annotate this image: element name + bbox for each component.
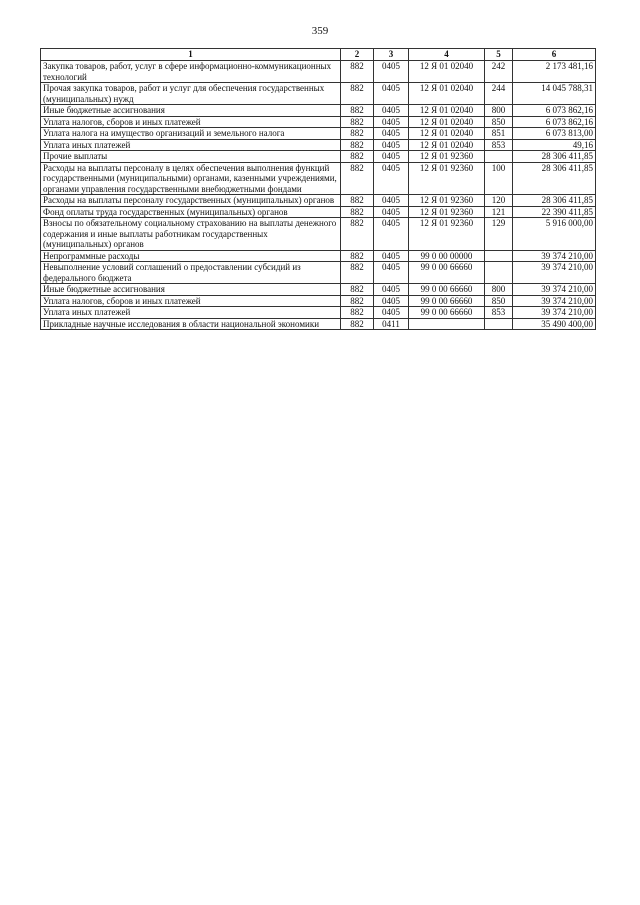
table-row — [41, 262, 596, 284]
row-admin-code: 882 — [341, 116, 374, 128]
row-section: 0405 — [374, 162, 409, 195]
row-article: 12 Я 01 92360 — [409, 206, 485, 218]
row-article: 12 Я 01 02040 — [409, 105, 485, 117]
row-expense-type — [485, 151, 513, 163]
table-row — [41, 61, 596, 83]
header-col-1: 1 — [41, 49, 341, 61]
row-name: Фонд оплаты труда государственных (муниципальных) органов — [41, 206, 341, 218]
row-amount: 6 073 862,16 — [513, 116, 596, 128]
row-article: 99 0 00 66660 — [409, 295, 485, 307]
row-expense-type — [485, 318, 513, 330]
row-article: 12 Я 01 02040 — [409, 116, 485, 128]
table-header-row — [41, 49, 596, 61]
table-body — [41, 61, 596, 330]
header-col-2: 2 — [341, 49, 374, 61]
table-row — [41, 307, 596, 319]
table-row — [41, 284, 596, 296]
row-name: Прочая закупка товаров, работ и услуг для обеспечения государственных (муниципальных) нужд — [41, 83, 341, 105]
header-col-5: 5 — [485, 49, 513, 61]
row-admin-code: 882 — [341, 307, 374, 319]
row-article: 12 Я 01 92360 — [409, 151, 485, 163]
row-expense-type: 242 — [485, 61, 513, 83]
row-name: Иные бюджетные ассигнования — [41, 284, 341, 296]
row-amount: 28 306 411,85 — [513, 162, 596, 195]
row-section: 0405 — [374, 218, 409, 251]
table-row — [41, 250, 596, 262]
row-article: 99 0 00 66660 — [409, 284, 485, 296]
row-expense-type: 129 — [485, 218, 513, 251]
row-name: Закупка товаров, работ, услуг в сфере информационно-коммуникационных технологий — [41, 61, 341, 83]
row-section: 0405 — [374, 151, 409, 163]
row-section: 0405 — [374, 206, 409, 218]
row-amount: 22 390 411,85 — [513, 206, 596, 218]
row-article: 12 Я 01 02040 — [409, 61, 485, 83]
row-name: Уплата налогов, сборов и иных платежей — [41, 295, 341, 307]
row-article: 12 Я 01 92360 — [409, 195, 485, 207]
row-admin-code: 882 — [341, 250, 374, 262]
row-article — [409, 318, 485, 330]
row-amount: 39 374 210,00 — [513, 295, 596, 307]
row-section: 0405 — [374, 105, 409, 117]
row-admin-code: 882 — [341, 218, 374, 251]
row-section: 0405 — [374, 307, 409, 319]
row-expense-type: 800 — [485, 284, 513, 296]
table-row — [41, 162, 596, 195]
row-admin-code: 882 — [341, 83, 374, 105]
row-expense-type: 100 — [485, 162, 513, 195]
row-admin-code: 882 — [341, 318, 374, 330]
row-expense-type — [485, 262, 513, 284]
table-row — [41, 151, 596, 163]
row-admin-code: 882 — [341, 151, 374, 163]
row-article: 12 Я 01 92360 — [409, 218, 485, 251]
row-admin-code: 882 — [341, 61, 374, 83]
header-col-6: 6 — [513, 49, 596, 61]
row-amount: 14 045 788,31 — [513, 83, 596, 105]
row-expense-type: 853 — [485, 139, 513, 151]
row-name: Расходы на выплаты персоналу государственных (муниципальных) органов — [41, 195, 341, 207]
row-article: 99 0 00 66660 — [409, 262, 485, 284]
row-amount: 6 073 862,16 — [513, 105, 596, 117]
row-article: 12 Я 01 02040 — [409, 128, 485, 140]
table-row — [41, 218, 596, 251]
row-expense-type: 121 — [485, 206, 513, 218]
row-section: 0405 — [374, 262, 409, 284]
row-section: 0405 — [374, 250, 409, 262]
table-row — [41, 116, 596, 128]
page-number: 359 — [311, 25, 329, 37]
row-section: 0405 — [374, 61, 409, 83]
table-row — [41, 295, 596, 307]
row-name: Уплата налогов, сборов и иных платежей — [41, 116, 341, 128]
row-article: 99 0 00 00000 — [409, 250, 485, 262]
row-amount: 39 374 210,00 — [513, 250, 596, 262]
row-amount: 2 173 481,16 — [513, 61, 596, 83]
row-expense-type: 851 — [485, 128, 513, 140]
row-section: 0405 — [374, 128, 409, 140]
row-article: 12 Я 01 02040 — [409, 139, 485, 151]
row-name: Невыполнение условий соглашений о предоставлении субсидий из федерального бюджета — [41, 262, 341, 284]
row-section: 0405 — [374, 116, 409, 128]
row-section: 0405 — [374, 83, 409, 105]
row-admin-code: 882 — [341, 195, 374, 207]
row-name: Уплата налога на имущество организаций и земельного налога — [41, 128, 341, 140]
row-amount: 39 374 210,00 — [513, 262, 596, 284]
row-section: 0405 — [374, 284, 409, 296]
row-name: Взносы по обязательному социальному страхованию на выплаты денежного содержания и иные выплаты работникам государственных (муниципальных) органов — [41, 218, 341, 251]
row-amount: 28 306 411,85 — [513, 195, 596, 207]
table-row — [41, 139, 596, 151]
row-section: 0405 — [374, 195, 409, 207]
row-amount: 6 073 813,00 — [513, 128, 596, 140]
row-amount: 39 374 210,00 — [513, 284, 596, 296]
table-row — [41, 105, 596, 117]
row-admin-code: 882 — [341, 262, 374, 284]
row-name: Прочие выплаты — [41, 151, 341, 163]
row-amount: 39 374 210,00 — [513, 307, 596, 319]
row-expense-type — [485, 250, 513, 262]
row-admin-code: 882 — [341, 284, 374, 296]
row-admin-code: 882 — [341, 139, 374, 151]
table-row — [41, 128, 596, 140]
header-col-3: 3 — [374, 49, 409, 61]
row-article: 12 Я 01 02040 — [409, 83, 485, 105]
row-section: 0405 — [374, 295, 409, 307]
row-expense-type: 853 — [485, 307, 513, 319]
row-amount: 49,16 — [513, 139, 596, 151]
table-row — [41, 195, 596, 207]
row-admin-code: 882 — [341, 128, 374, 140]
row-admin-code: 882 — [341, 162, 374, 195]
row-name: Непрограммные расходы — [41, 250, 341, 262]
row-amount: 5 916 000,00 — [513, 218, 596, 251]
table-row — [41, 206, 596, 218]
row-expense-type: 850 — [485, 116, 513, 128]
row-section: 0405 — [374, 139, 409, 151]
row-name: Уплата иных платежей — [41, 307, 341, 319]
row-admin-code: 882 — [341, 105, 374, 117]
row-article: 12 Я 01 92360 — [409, 162, 485, 195]
row-article: 99 0 00 66660 — [409, 307, 485, 319]
row-name: Прикладные научные исследования в области национальной экономики — [41, 318, 341, 330]
row-expense-type: 800 — [485, 105, 513, 117]
row-amount: 35 490 400,00 — [513, 318, 596, 330]
row-name: Иные бюджетные ассигнования — [41, 105, 341, 117]
budget-table — [40, 48, 596, 330]
row-amount: 28 306 411,85 — [513, 151, 596, 163]
row-expense-type: 120 — [485, 195, 513, 207]
row-expense-type: 244 — [485, 83, 513, 105]
table-row — [41, 318, 596, 330]
row-name: Уплата иных платежей — [41, 139, 341, 151]
row-section: 0411 — [374, 318, 409, 330]
row-expense-type: 850 — [485, 295, 513, 307]
header-col-4: 4 — [409, 49, 485, 61]
row-name: Расходы на выплаты персоналу в целях обеспечения выполнения функций государственными (муниципальными) органами, казенными учреждениями, органами управления государственными внебюджетными фондами — [41, 162, 341, 195]
row-admin-code: 882 — [341, 206, 374, 218]
table-row — [41, 83, 596, 105]
row-admin-code: 882 — [341, 295, 374, 307]
